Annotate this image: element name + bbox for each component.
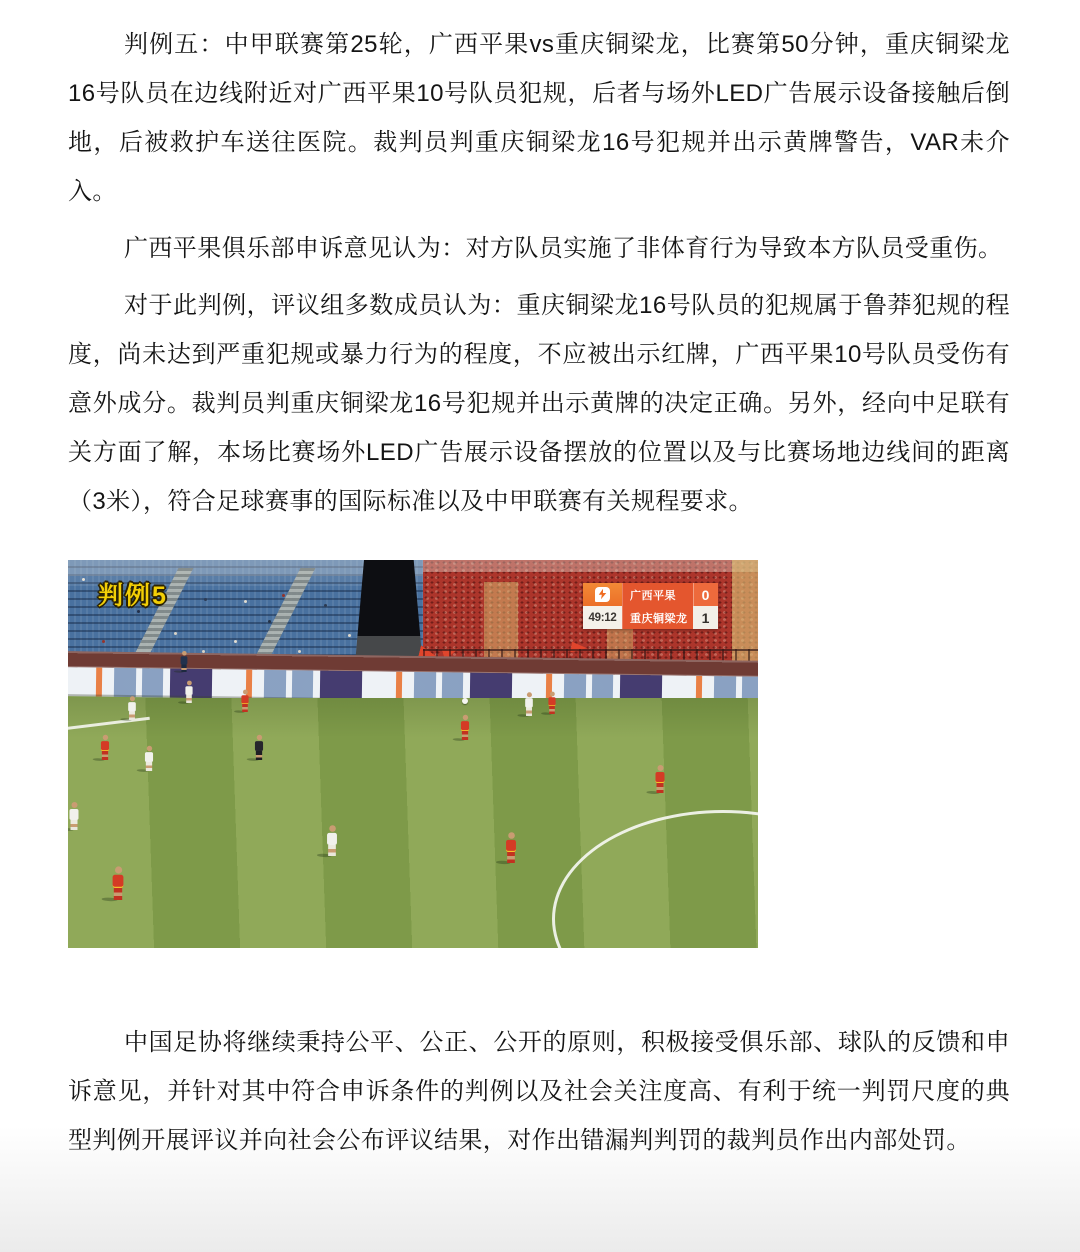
player-white xyxy=(128,696,136,720)
match-clock: 49:12 xyxy=(583,606,622,629)
player-red xyxy=(113,866,124,900)
pitch-line xyxy=(68,717,150,730)
paragraph-case-description: 判例五：中甲联赛第25轮，广西平果vs重庆铜梁龙，比赛第50分钟，重庆铜梁龙16号队员在边线附近对广西平果10号队员犯规，后者与场外LED广告展示设备接触后倒地，后被救护车送往医院。裁判员判重庆铜梁龙16号犯规并出示黄牌警告，VAR未介入。 xyxy=(68,31,1010,205)
stand-stairway xyxy=(252,568,316,664)
player-red xyxy=(241,690,248,712)
home-team-score: 0 xyxy=(693,583,718,606)
scattered-spectators xyxy=(82,578,85,581)
player-white xyxy=(145,746,153,771)
player-red xyxy=(461,715,469,740)
pitch xyxy=(68,698,758,948)
player-red xyxy=(506,832,516,863)
player-red xyxy=(656,765,665,793)
league-logo-icon xyxy=(595,587,610,602)
center-circle xyxy=(552,810,758,948)
case-number-overlay: 判例5 xyxy=(98,582,168,610)
scoreboard xyxy=(583,583,718,629)
paragraph-club-appeal: 广西平果俱乐部申诉意见认为：对方队员实施了非体育行为导致本方队员受重伤。 xyxy=(124,235,1003,262)
player-red xyxy=(548,692,555,714)
away-team-name: 重庆铜梁龙 xyxy=(622,606,693,629)
player-white xyxy=(525,692,533,716)
player-white xyxy=(185,681,192,703)
player-gk xyxy=(181,651,188,672)
paragraph-cfa-statement: 中国足协将继续秉持公平、公正、公开的原则，积极接受俱乐部、球队的反馈和申诉意见，并针对其中符合申诉条件的判例以及社会关注度高、有利于统一判罚尺度的典型判例开展评议并向社会公布评议结果，对作出错漏判判罚的裁判员作出内部处罚。 xyxy=(68,1029,1010,1154)
player-red xyxy=(101,735,109,760)
player-white xyxy=(70,802,79,830)
ball xyxy=(462,698,468,704)
home-team-name: 广西平果 xyxy=(622,583,693,606)
scoreboard-logo-cell xyxy=(583,583,622,606)
player-white xyxy=(327,825,337,856)
away-team-score: 1 xyxy=(693,606,718,629)
paragraph-panel-opinion: 对于此判例，评议组多数成员认为：重庆铜梁龙16号队员的犯规属于鲁莽犯规的程度，尚未达到严重犯规或暴力行为的程度，不应被出示红牌，广西平果10号队员受伤有意外成分。裁判员判重庆铜梁龙16号犯规并出示黄牌的决定正确。另外，经向中足联有关方面了解，本场比赛场外LED广告展示设备摆放的位置以及与比赛场地边线间的距离（3米），符合足球赛事的国际标准以及中甲联赛有关规程要求。 xyxy=(68,292,1010,515)
match-photo xyxy=(68,560,758,948)
player-ref xyxy=(255,735,263,760)
